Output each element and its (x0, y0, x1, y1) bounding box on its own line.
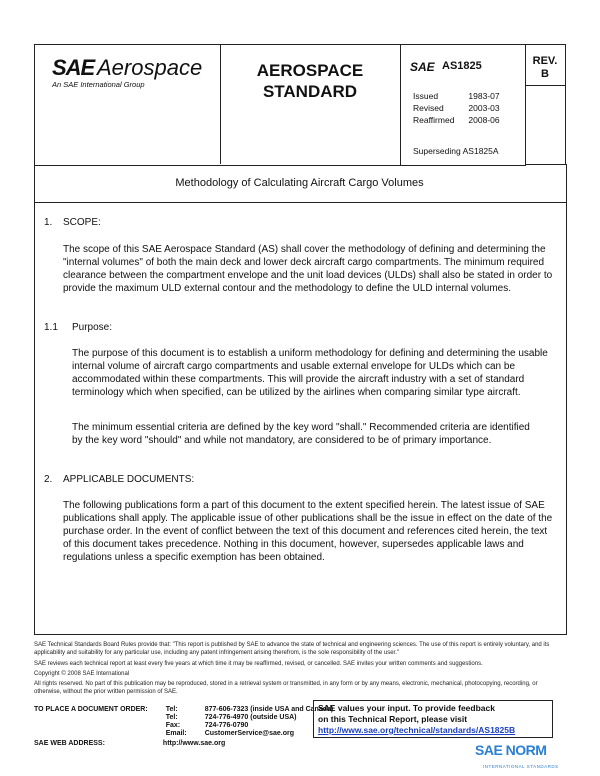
contact-value: 877-606-7323 (inside USA and Canada) (204, 706, 334, 713)
header-rev-spacer (525, 84, 566, 165)
revision-value: B (541, 68, 549, 80)
contact-spacer (34, 722, 166, 730)
issue-dates-table (413, 90, 514, 126)
contact-value: 724-776-0790 (204, 722, 249, 729)
purpose-paragraph-1: The purpose of this document is to establish a uniform methodology for defining and determining the usable internal volume of aircraft cargo compartments and usable external envelope for ULDs which can be accommodated within these compartments. This will provide the aircraft industry with a set of standard terminology which when specified, can be utilized by the airlines when comparing similar type aircraft. (72, 348, 548, 398)
contact-label: Fax: (165, 722, 181, 729)
date-row (413, 90, 514, 102)
contact-value: 724-776-4970 (outside USA) (204, 714, 297, 721)
purpose-paragraph-2: The minimum essential criteria are defined by the key word "shall." Recommended criteria are identified by the key word "should" and while not mandatory, are considered to be of primary importance. (72, 422, 530, 446)
order-label: TO PLACE A DOCUMENT ORDER: (34, 706, 148, 713)
date-value: 2008-06 (468, 115, 500, 125)
date-row (413, 114, 514, 126)
sae-logo-tagline: An SAE International Group (52, 80, 145, 89)
contact-value[interactable]: CustomerService@sae.org (204, 730, 295, 737)
date-label: Revised (413, 103, 444, 113)
sae-mark: SAE (410, 60, 435, 74)
feedback-line-2: on this Technical Report, please visit (318, 714, 468, 724)
section-1-1-number: 1.1 (44, 322, 58, 333)
section-1-heading: SCOPE: (63, 217, 101, 228)
section-1-number: 1. (44, 217, 53, 228)
document-title: Methodology of Calculating Aircraft Cargo Volumes (175, 177, 424, 189)
revision-label-text: REV. (532, 55, 558, 67)
footer-copyright: Copyright © 2008 SAE International (34, 671, 130, 677)
contact-label: Email: (165, 730, 187, 737)
web-address (34, 740, 225, 747)
feedback-link[interactable]: http://www.sae.org/technical/standards/AS1825B (318, 725, 516, 735)
contact-row (34, 730, 351, 738)
date-label: Reaffirmed (413, 115, 455, 125)
section-2-number: 2. (44, 474, 53, 485)
date-row (413, 102, 514, 114)
sae-logo-brand: SAE (52, 55, 95, 80)
feedback-line-1: SAE values your input. To provide feedback (318, 703, 495, 713)
contact-row (34, 714, 351, 722)
contact-row (34, 722, 351, 730)
section-1-1-heading: Purpose: (72, 322, 113, 333)
footer-rights: All rights reserved. No part of this publication may be reproduced, stored in a retrieval system or transmitted, in any form or by any means, electronic, mechanical, photocopying, recording, or otherwise, without the prior written permission of SAE. (34, 681, 538, 695)
footer-policy-2: SAE reviews each technical report at least every five years at which time it may be reaffirmed, revised, or cancelled. SAE invites your written comments and suggestions. (34, 661, 483, 667)
web-address-link[interactable]: http://www.sae.org (162, 740, 226, 747)
web-address-label: SAE WEB ADDRESS: (34, 740, 105, 747)
contact-label: Tel: (165, 714, 178, 721)
sae-norm-watermark (475, 742, 546, 758)
date-label: Issued (413, 91, 439, 101)
date-value: 2003-03 (468, 103, 500, 113)
section-2-heading: APPLICABLE DOCUMENTS: (63, 474, 195, 485)
applicable-paragraph: The following publications form a part of this document to the extent specified herein. The latest issue of SAE publications shall apply. The applicable issue of other publications shall be the issue in effect on the date of the purchase order. In the event of conflict between the text of this document and references cited herein, the text of this document takes precedence. Nothing in this document, however, supersedes applicable laws and regulations unless a specific exemption has been obtained. (63, 500, 553, 563)
footer-policy-1: SAE Technical Standards Board Rules provide that: "This report is published by SAE to advance the state of technical and engineering sciences. The use of this report is entirely voluntary, and its applicability and suitability for any particular use, including any patent infringement arising therefrom, is the sole responsibility of the user." (34, 642, 550, 656)
order-contact-table (34, 706, 351, 738)
watermark-text: SAE NORM (475, 742, 547, 758)
contact-spacer (34, 730, 166, 738)
contact-spacer (34, 714, 166, 722)
revision-label (525, 55, 565, 81)
supersedes-note: Superseding AS1825A (413, 146, 499, 156)
scope-paragraph: The scope of this SAE Aerospace Standard (AS) shall cover the methodology of defining and determining the "internal volumes" of both the main deck and lower deck aircraft cargo compartments. The minimum required clearance between the compartment envelope and the unit load devices (ULDs) shall also be stated in order to provide the maximum ULD external contour and the methodology to define the ULD internal volumes. (63, 244, 553, 294)
contact-label: Tel: (165, 706, 178, 713)
sae-logo-name: Aerospace (97, 55, 203, 80)
watermark-subtext: INTERNATIONAL STANDARDS (483, 764, 559, 769)
standard-title: AEROSPACE STANDARD (256, 61, 364, 101)
document-number: AS1825 (442, 60, 482, 72)
contact-row (34, 706, 351, 714)
feedback-box (313, 700, 553, 738)
date-value: 1983-07 (468, 91, 500, 101)
